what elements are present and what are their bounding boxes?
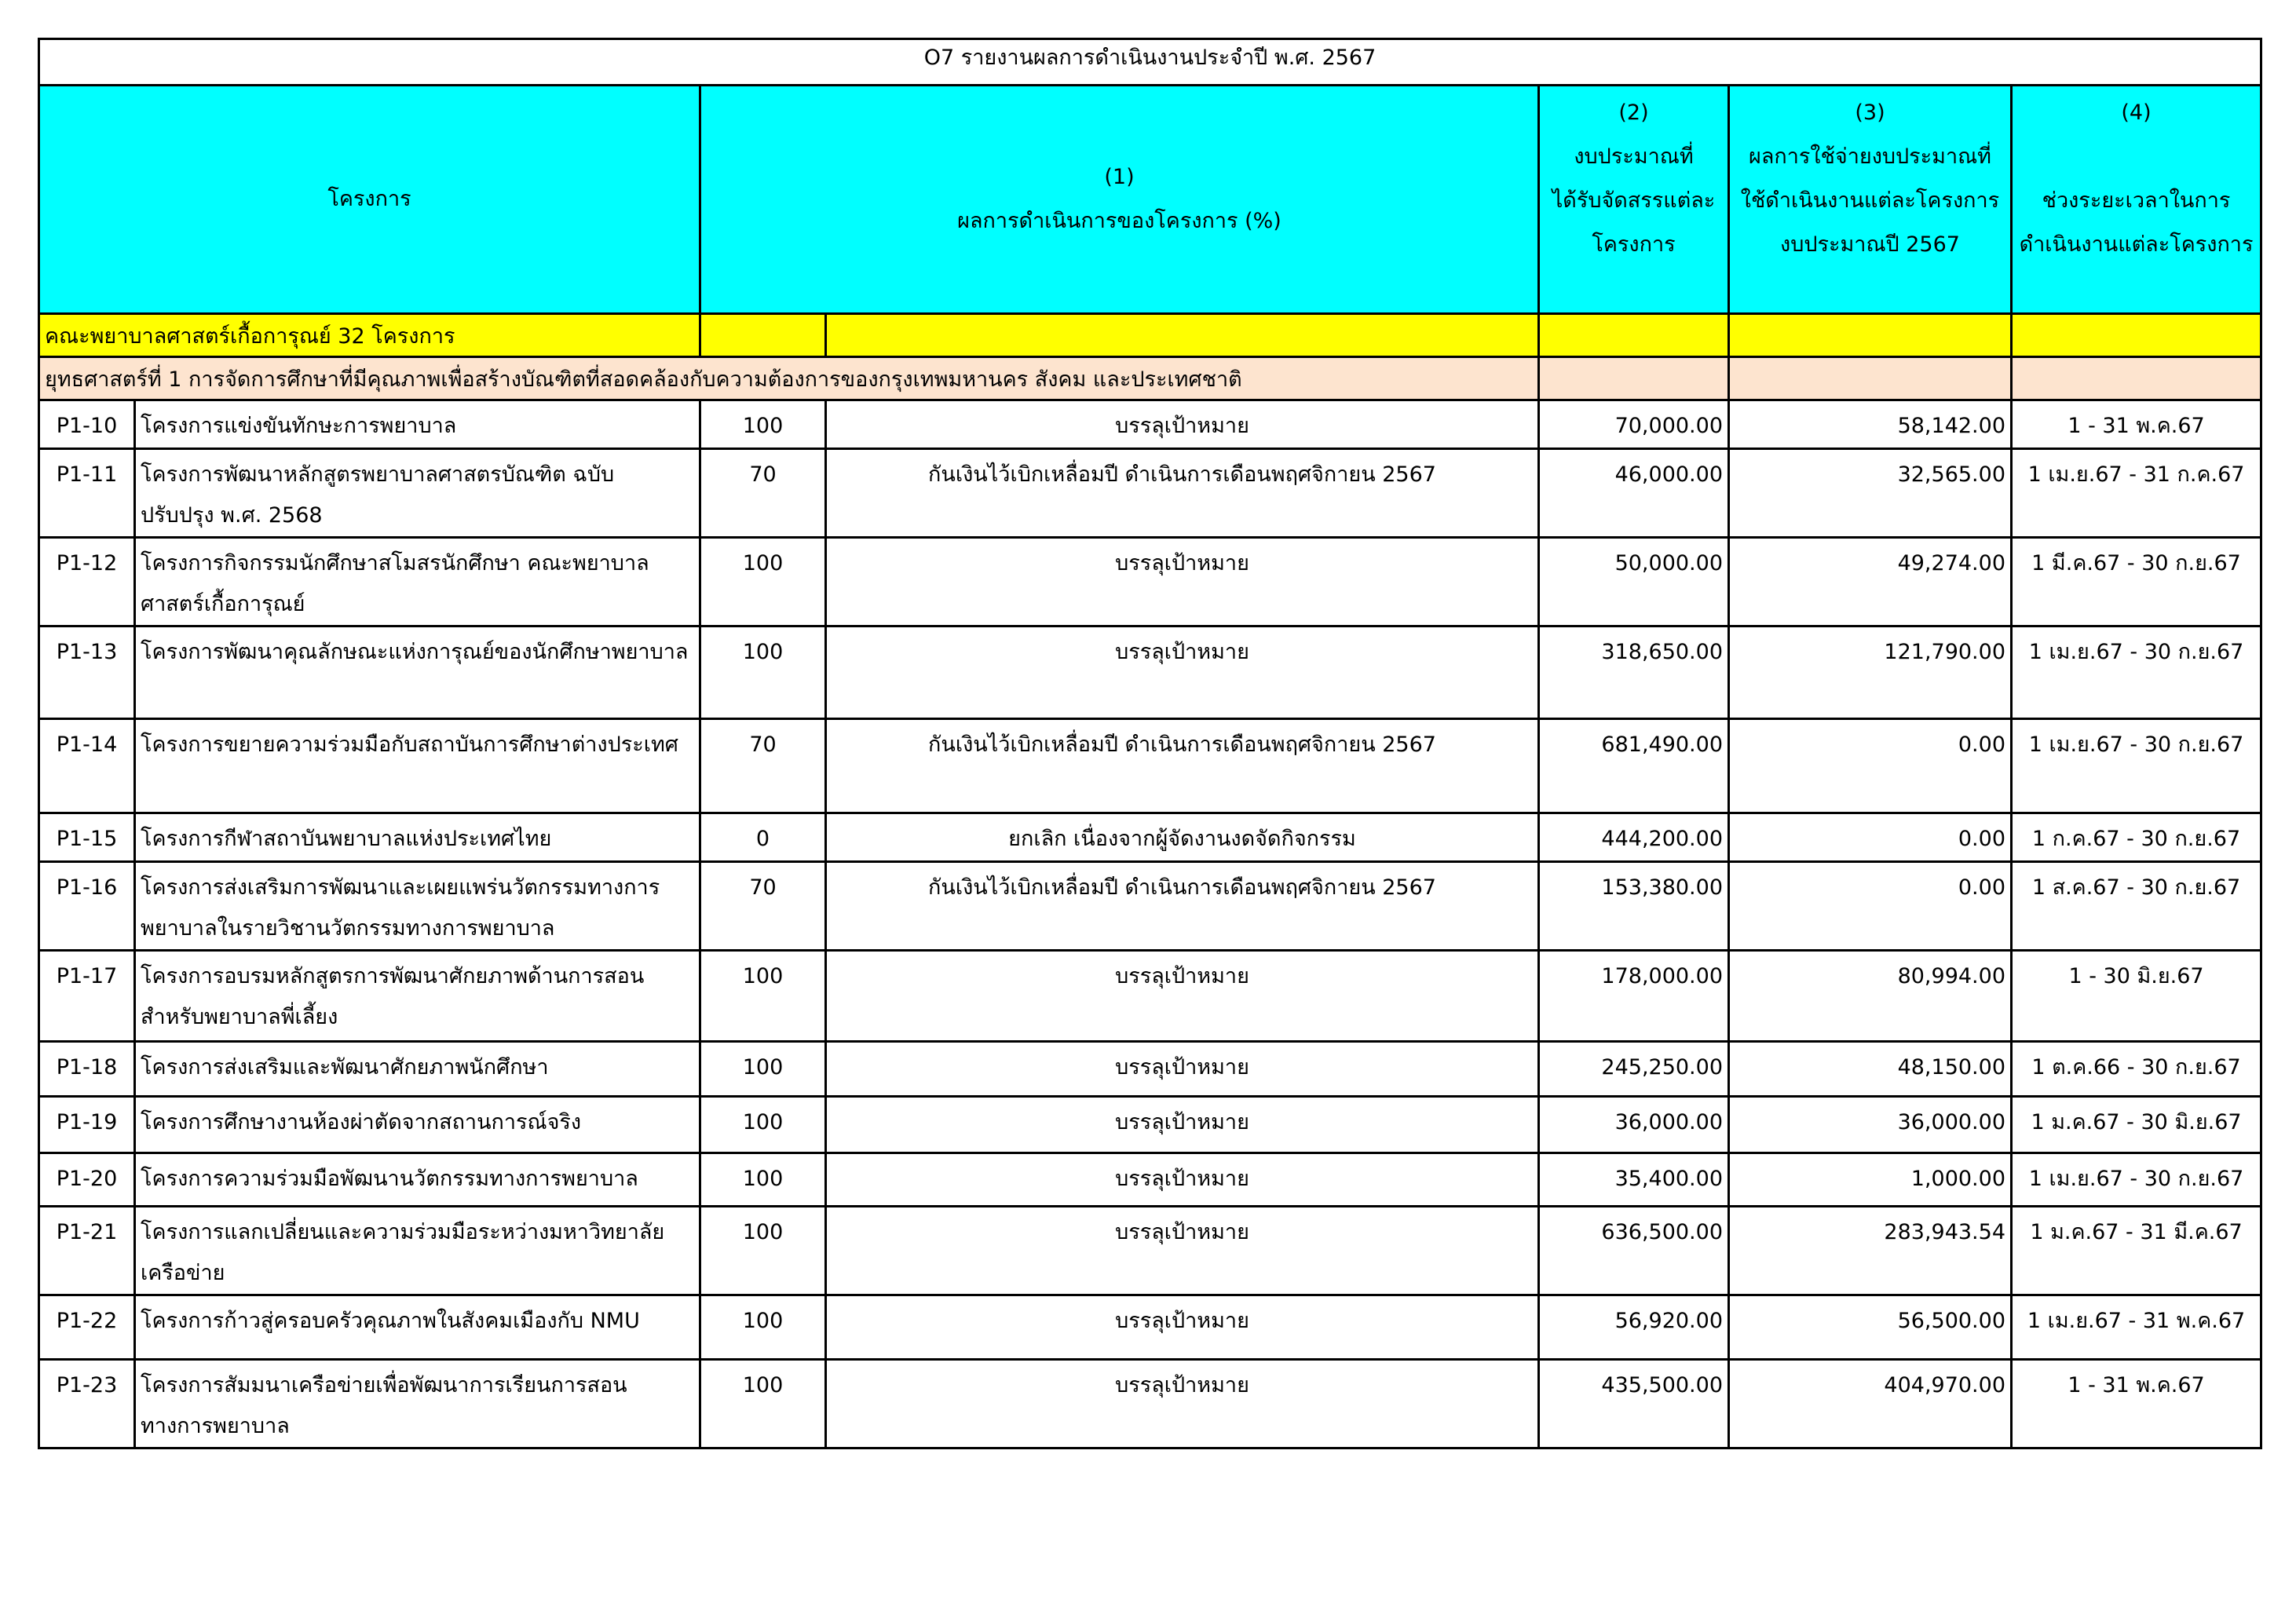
project-name-line2: พยาบาลในรายวิชานวัตกรรมทางการพยาบาล [141, 916, 555, 941]
project-name [135, 1207, 700, 1295]
project-name-line1: โครงการแลกเปลี่ยนและความร่วมมือระหว่างมหาวิทยาลัย [141, 1220, 665, 1244]
project-name-line2: เครือข่าย [141, 1261, 225, 1285]
project-name [135, 951, 700, 1042]
table-row [39, 538, 2261, 627]
project-name-line1: โครงการก้าวสู่ครอบครัวคุณภาพในสังคมเมืองกับ NMU [141, 1309, 640, 1333]
table-row [39, 1153, 2261, 1207]
project-code: P1-17 [39, 951, 135, 1042]
project-code: P1-14 [39, 719, 135, 813]
project-code: P1-13 [39, 627, 135, 719]
progress-percent: 70 [700, 862, 826, 951]
table-row [39, 719, 2261, 813]
operation-period: 1 เม.ย.67 - 30 ก.ย.67 [2012, 627, 2261, 719]
spent-budget: 0.00 [1729, 719, 2012, 813]
header-col3 [1729, 86, 2012, 314]
project-code: P1-20 [39, 1153, 135, 1207]
spent-budget: 0.00 [1729, 813, 2012, 862]
spent-budget: 80,994.00 [1729, 951, 2012, 1042]
project-name [135, 449, 700, 538]
project-name-line1: โครงการกิจกรรมนักศึกษาสโมสรนักศึกษา คณะพยาบาล [141, 551, 649, 575]
operation-period: 1 - 31 พ.ค.67 [2012, 400, 2261, 449]
project-name-line1: โครงการอบรมหลักสูตรการพัฒนาศักยภาพด้านการสอน [141, 964, 645, 988]
progress-percent: 100 [700, 627, 826, 719]
table-row [39, 1295, 2261, 1360]
header-project: โครงการ [39, 86, 700, 314]
spent-budget: 283,943.54 [1729, 1207, 2012, 1295]
header-col1-number: (1) [1104, 165, 1135, 189]
progress-percent: 100 [700, 400, 826, 449]
header-col2-line2: ได้รับจัดสรรแต่ละ [1552, 188, 1716, 213]
operation-period: 1 มี.ค.67 - 30 ก.ย.67 [2012, 538, 2261, 627]
report-title: O7 รายงานผลการดำเนินงานประจำปี พ.ศ. 2567 [39, 39, 2261, 86]
project-name [135, 862, 700, 951]
strategy-row [39, 357, 2261, 400]
result-text: บรรลุเป้าหมาย [826, 1360, 1539, 1448]
result-text: บรรลุเป้าหมาย [826, 1153, 1539, 1207]
result-text: บรรลุเป้าหมาย [826, 400, 1539, 449]
allocated-budget: 681,490.00 [1539, 719, 1729, 813]
header-col4-line1: ช่วงระยะเวลาในการ [2042, 188, 2231, 213]
project-name-line1: โครงการขยายความร่วมมือกับสถาบันการศึกษาต่างประเทศ [141, 732, 678, 757]
progress-percent: 100 [700, 1295, 826, 1360]
project-name [135, 1097, 700, 1153]
strategy-label: ยุทธศาสตร์ที่ 1 การจัดการศึกษาที่มีคุณภาพเพื่อสร้างบัณฑิตที่สอดคล้องกับความต้องการของกรุงเทพมหานคร สังคม และประเทศชาติ [39, 357, 1539, 400]
result-text: กันเงินไว้เบิกเหลื่อมปี ดำเนินการเดือนพฤศจิกายน 2567 [826, 862, 1539, 951]
project-name-line2: ศาสตร์เกื้อการุณย์ [141, 592, 305, 616]
operation-period: 1 ม.ค.67 - 31 มี.ค.67 [2012, 1207, 2261, 1295]
header-col2 [1539, 86, 1729, 314]
project-code: P1-22 [39, 1295, 135, 1360]
result-text: บรรลุเป้าหมาย [826, 538, 1539, 627]
table-row [39, 627, 2261, 719]
project-name [135, 538, 700, 627]
operation-period: 1 ต.ค.66 - 30 ก.ย.67 [2012, 1042, 2261, 1097]
project-name [135, 400, 700, 449]
project-code: P1-19 [39, 1097, 135, 1153]
project-name-line1: โครงการสัมมนาเครือข่ายเพื่อพัฒนาการเรียนการสอน [141, 1373, 627, 1397]
project-code: P1-10 [39, 400, 135, 449]
allocated-budget: 444,200.00 [1539, 813, 1729, 862]
allocated-budget: 435,500.00 [1539, 1360, 1729, 1448]
result-text: ยกเลิก เนื่องจากผู้จัดงานงดจัดกิจกรรม [826, 813, 1539, 862]
spent-budget: 1,000.00 [1729, 1153, 2012, 1207]
operation-period: 1 - 30 มิ.ย.67 [2012, 951, 2261, 1042]
header-col3-line2: ใช้ดำเนินงานแต่ละโครงการ [1740, 188, 2000, 213]
result-text: บรรลุเป้าหมาย [826, 1295, 1539, 1360]
project-code: P1-11 [39, 449, 135, 538]
table-row [39, 862, 2261, 951]
header-col2-number: (2) [1618, 100, 1649, 125]
result-text: บรรลุเป้าหมาย [826, 1207, 1539, 1295]
spent-budget: 0.00 [1729, 862, 2012, 951]
progress-percent: 100 [700, 951, 826, 1042]
progress-percent: 100 [700, 1153, 826, 1207]
project-name [135, 813, 700, 862]
result-text: บรรลุเป้าหมาย [826, 1042, 1539, 1097]
progress-percent: 100 [700, 1207, 826, 1295]
allocated-budget: 35,400.00 [1539, 1153, 1729, 1207]
project-code: P1-18 [39, 1042, 135, 1097]
project-name [135, 1153, 700, 1207]
spent-budget: 32,565.00 [1729, 449, 2012, 538]
project-name-line1: โครงการแข่งขันทักษะการพยาบาล [141, 414, 457, 438]
progress-percent: 100 [700, 1360, 826, 1448]
operation-period: 1 ส.ค.67 - 30 ก.ย.67 [2012, 862, 2261, 951]
operation-period: 1 เม.ย.67 - 31 ก.ค.67 [2012, 449, 2261, 538]
spent-budget: 36,000.00 [1729, 1097, 2012, 1153]
project-name [135, 1042, 700, 1097]
project-name-line1: โครงการความร่วมมือพัฒนานวัตกรรมทางการพยาบาล [141, 1167, 638, 1191]
project-code: P1-16 [39, 862, 135, 951]
spent-budget: 48,150.00 [1729, 1042, 2012, 1097]
progress-percent: 0 [700, 813, 826, 862]
allocated-budget: 50,000.00 [1539, 538, 1729, 627]
operation-period: 1 ม.ค.67 - 30 มิ.ย.67 [2012, 1097, 2261, 1153]
result-text: บรรลุเป้าหมาย [826, 1097, 1539, 1153]
project-code: P1-21 [39, 1207, 135, 1295]
operation-period: 1 - 31 พ.ค.67 [2012, 1360, 2261, 1448]
progress-percent: 100 [700, 1042, 826, 1097]
header-col3-line3: งบประมาณปี 2567 [1780, 232, 1960, 257]
table-row [39, 1042, 2261, 1097]
project-name-line1: โครงการส่งเสริมการพัฒนาและเผยแพร่นวัตกรรมทางการ [141, 875, 660, 900]
project-name-line1: โครงการพัฒนาคุณลักษณะแห่งการุณย์ของนักศึกษาพยาบาล [141, 640, 689, 664]
operation-period: 1 เม.ย.67 - 31 พ.ค.67 [2012, 1295, 2261, 1360]
project-name [135, 1360, 700, 1448]
allocated-budget: 178,000.00 [1539, 951, 1729, 1042]
project-name-line1: โครงการพัฒนาหลักสูตรพยาบาลศาสตรบัณฑิต ฉบับ [141, 462, 615, 487]
result-text: บรรลุเป้าหมาย [826, 627, 1539, 719]
spent-budget: 404,970.00 [1729, 1360, 2012, 1448]
allocated-budget: 70,000.00 [1539, 400, 1729, 449]
result-text: กันเงินไว้เบิกเหลื่อมปี ดำเนินการเดือนพฤศจิกายน 2567 [826, 719, 1539, 813]
allocated-budget: 153,380.00 [1539, 862, 1729, 951]
project-code: P1-23 [39, 1360, 135, 1448]
header-col3-number: (3) [1855, 100, 1885, 125]
allocated-budget: 46,000.00 [1539, 449, 1729, 538]
spent-budget: 56,500.00 [1729, 1295, 2012, 1360]
project-name-line2: ทางการพยาบาล [141, 1414, 290, 1438]
project-name-line2: สำหรับพยาบาลพี่เลี้ยง [141, 1005, 338, 1029]
result-text: กันเงินไว้เบิกเหลื่อมปี ดำเนินการเดือนพฤศจิกายน 2567 [826, 449, 1539, 538]
header-col4 [2012, 86, 2261, 314]
table-row [39, 1207, 2261, 1295]
operation-period: 1 เม.ย.67 - 30 ก.ย.67 [2012, 719, 2261, 813]
project-name-line1: โครงการศึกษางานห้องผ่าตัดจากสถานการณ์จริง [141, 1110, 582, 1134]
operation-period: 1 ก.ค.67 - 30 ก.ย.67 [2012, 813, 2261, 862]
allocated-budget: 318,650.00 [1539, 627, 1729, 719]
allocated-budget: 56,920.00 [1539, 1295, 1729, 1360]
project-name-line2: ปรับปรุง พ.ศ. 2568 [141, 503, 323, 528]
header-col2-line1: งบประมาณที่ [1574, 144, 1694, 169]
result-text: บรรลุเป้าหมาย [826, 951, 1539, 1042]
allocated-budget: 636,500.00 [1539, 1207, 1729, 1295]
project-code: P1-15 [39, 813, 135, 862]
spent-budget: 121,790.00 [1729, 627, 2012, 719]
table-row [39, 400, 2261, 449]
allocated-budget: 245,250.00 [1539, 1042, 1729, 1097]
progress-percent: 70 [700, 449, 826, 538]
table-row [39, 1360, 2261, 1448]
project-name [135, 1295, 700, 1360]
report-table [38, 38, 2262, 1449]
header-col4-number: (4) [2121, 100, 2152, 125]
project-name-line1: โครงการกีฬาสถาบันพยาบาลแห่งประเทศไทย [141, 827, 552, 851]
spent-budget: 58,142.00 [1729, 400, 2012, 449]
table-row [39, 449, 2261, 538]
project-name [135, 719, 700, 813]
project-name-line1: โครงการส่งเสริมและพัฒนาศักยภาพนักศึกษา [141, 1055, 549, 1080]
faculty-row [39, 314, 2261, 357]
progress-percent: 100 [700, 538, 826, 627]
header-col4-line2: ดำเนินงานแต่ละโครงการ [2019, 232, 2254, 257]
project-name [135, 627, 700, 719]
table-row [39, 813, 2261, 862]
table-row [39, 951, 2261, 1042]
header-col3-line1: ผลการใช้จ่ายงบประมาณที่ [1749, 144, 1991, 169]
table-row [39, 1097, 2261, 1153]
project-code: P1-12 [39, 538, 135, 627]
allocated-budget: 36,000.00 [1539, 1097, 1729, 1153]
faculty-label: คณะพยาบาลศาสตร์เกื้อการุณย์ 32 โครงการ [39, 314, 700, 357]
spent-budget: 49,274.00 [1729, 538, 2012, 627]
header-row [39, 86, 2261, 314]
progress-percent: 70 [700, 719, 826, 813]
progress-percent: 100 [700, 1097, 826, 1153]
header-col1 [700, 86, 1539, 314]
operation-period: 1 เม.ย.67 - 30 ก.ย.67 [2012, 1153, 2261, 1207]
header-col1-label: ผลการดำเนินการของโครงการ (%) [957, 209, 1281, 233]
header-col2-line3: โครงการ [1592, 232, 1676, 257]
